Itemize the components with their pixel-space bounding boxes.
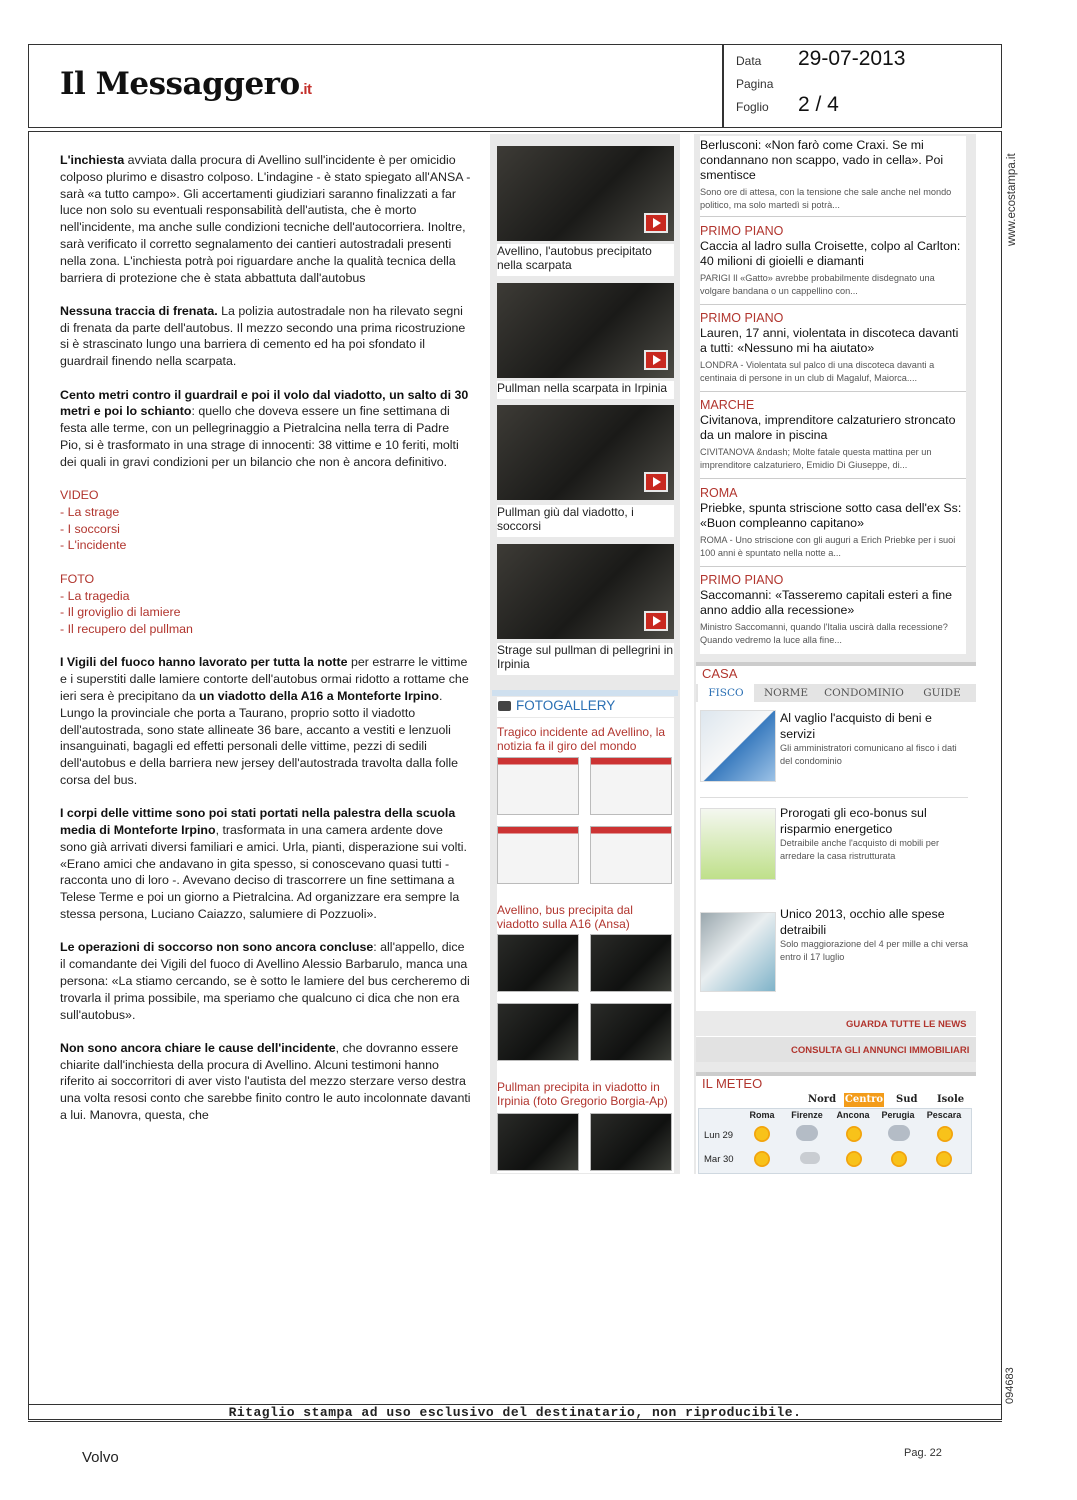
divider (700, 566, 966, 567)
ecostampa-url: www.ecostampa.it (1006, 153, 1018, 246)
page-number: Pag. 22 (904, 1447, 942, 1459)
clip-code: 094683 (1004, 1367, 1016, 1404)
casa-item-title: Prorogati gli eco-bonus sul risparmio energetico (780, 806, 927, 836)
video-caption[interactable]: Pullman giù dal viadotto, i soccorsi (497, 505, 674, 537)
video-caption[interactable]: Avellino, l'autobus precipitato nella scarpata (497, 244, 674, 276)
video-link[interactable]: - I soccorsi (60, 521, 120, 536)
video-thumbnail[interactable] (497, 544, 674, 639)
news-item[interactable] (700, 138, 966, 211)
foto-links (60, 571, 472, 638)
video-thumbnail[interactable] (497, 283, 674, 378)
foglio-value: 2 / 4 (798, 93, 839, 116)
casa-item[interactable] (780, 907, 970, 963)
play-icon (644, 213, 668, 233)
casa-item[interactable] (780, 806, 970, 862)
gallery-caption[interactable]: Pullman precipita in viadotto in Irpinia (foto Gregorio Borgia-Ap) (497, 1080, 668, 1108)
gallery-thumb[interactable] (590, 934, 672, 992)
news-item[interactable] (700, 224, 966, 297)
day-label: Mar 30 (704, 1154, 734, 1165)
video-caption[interactable]: Strage sul pullman di pellegrini in Irpinia (497, 643, 674, 675)
tab-norme[interactable]: NORME (763, 687, 809, 699)
casa-image[interactable] (700, 808, 776, 880)
gallery-thumb[interactable] (497, 826, 579, 884)
client-name: Volvo (82, 1449, 119, 1466)
region-nord[interactable]: Nord (808, 1094, 837, 1105)
casa-item-summary: Detraibile anche l'acquisto di mobili per arredare la casa ristrutturata (780, 838, 940, 861)
news-summary: LONDRA - Violentata sul palco di una discoteca davanti a centinaia di persone in un club di Magaluf, Maiorca.... (700, 360, 935, 383)
news-title: Civitanova, imprenditore calzaturiero stroncato da un malore in piscina (700, 413, 956, 442)
meteo-title: IL METEO (702, 1076, 763, 1091)
news-title: Berlusconi: «Non farò come Craxi. Se mi condannano non scappo, vado in cella». Poi smentisce (700, 138, 944, 182)
foto-link[interactable]: - Il groviglio di lamiere (60, 605, 181, 620)
gallery-title[interactable]: FOTOGALLERY (516, 698, 616, 713)
city-pescara: Pescara (926, 1110, 962, 1120)
news-summary: PARIGI Il «Gatto» avrebbe probabilmente disdegnato una volgare bandana o un cappellino con... (700, 273, 935, 296)
news-section: PRIMO PIANO (700, 224, 784, 238)
news-title: Priebke, spunta striscione sotto casa dell'ex Ss: «Buon compleanno capitano» (700, 501, 962, 530)
casa-top-bar (696, 662, 976, 666)
tab-fisco[interactable]: FISCO (698, 684, 754, 702)
weather-rain-icon (888, 1125, 910, 1141)
gallery-thumb[interactable] (497, 934, 579, 992)
gallery-thumb[interactable] (497, 1003, 579, 1061)
video-link[interactable]: - L'incidente (60, 538, 127, 553)
weather-storm-icon (846, 1126, 862, 1142)
pagina-label: Pagina (736, 77, 774, 91)
paragraph-2: Nessuna traccia di frenata. La polizia autostradale non ha rilevato segni di frenata da parte dell'autobus. Il mezzo secondo una prima ricostruzione si è strascinato lungo una barriera di cemento ed ha poi sfondato il guardrail finendo nella scarpata. (60, 303, 466, 369)
paragraph-6: Le operazioni di soccorso non sono ancora concluse: all'appello, dice il comandante dei Vigili del fuoco di Avellino Alessio Barbarulo, manca una persona: «La stiamo cercando, se è sotto le lamiere del bus cercheremo di trovarla il prima possibile, ma speriamo che qualcuno ci dica che non era sull'autobus». (60, 940, 470, 1022)
casa-item-summary: Solo maggiorazione del 4 per mille a chi versa entro il 17 luglio (780, 939, 968, 962)
news-summary: ROMA - Uno striscione con gli auguri a Erich Priebke per i suoi 100 anni è spuntato nella notte a... (700, 535, 956, 558)
news-title: Lauren, 17 anni, violentata in discoteca davanti a tutti: «Nessuno mi ha aiutato» (700, 326, 959, 355)
weather-rain-icon (796, 1125, 818, 1141)
news-item[interactable] (700, 398, 966, 471)
divider (700, 391, 966, 392)
paragraph-4: I Vigili del fuoco hanno lavorato per tutta la notte per estrarre le vittime e i superstiti dalle lamiere contorte dell'autobus ormai ridotto a rottame che ieri sera è precipitano da un viadotto della A16 a Monteforte Irpino. Lungo la provinciale che porta a Taurano, proprio sotto il viadotto dell'autostrada, sono state allineate 36 bare, accanto a vestiti e lenzuoli insanguinati, bagagli ed effetti personali delle vittime, pezzi di sedili dell'autobus e della barriera new jersey dell'autostrada travolta dalla folle corsa del bus. (60, 655, 469, 787)
casa-item[interactable] (780, 711, 970, 767)
news-section: PRIMO PIANO (700, 573, 784, 587)
video-heading: VIDEO (60, 488, 99, 503)
video-links (60, 487, 472, 554)
paragraph-1: L'inchiesta avviata dalla procura di Avellino sull'incidente è per omicidio colposo plurimo e disastro colposo. L'indagine - è stato spiegato all'ANSA - sarà «a tutto campo». Gli accertamenti giudiziari saranno finalizzati a far luce non solo su eventuali responsabilità dell'autista, che è morto nell'incidente, ma anche sulle condizioni tecniche dell'autocorriera. Inoltre, sarà verificato il corretto segnalamento dei cantieri autostradali presenti nella zona. L'inchiesta potrà poi riguardare anche la qualità tecnica della barriera di protezione che è stata abbattuta dall'autobus (60, 153, 471, 285)
casa-image[interactable] (700, 710, 776, 782)
news-item[interactable] (700, 486, 966, 559)
sun-icon (846, 1151, 862, 1167)
weather-storm-icon (754, 1126, 770, 1142)
casa-title: CASA (702, 666, 738, 681)
foto-link[interactable]: - Il recupero del pullman (60, 622, 193, 637)
video-thumbnail[interactable] (497, 405, 674, 500)
day-label: Lun 29 (704, 1130, 734, 1141)
region-sud[interactable]: Sud (896, 1094, 918, 1105)
news-item[interactable] (700, 573, 966, 646)
tab-condominio[interactable]: CONDOMINIO (824, 687, 904, 699)
casa-item-title: Unico 2013, occhio alle spese detraibili (780, 907, 945, 937)
news-section: ROMA (700, 486, 738, 500)
foto-heading: FOTO (60, 571, 95, 586)
play-icon (644, 611, 668, 631)
divider (700, 797, 968, 798)
paragraph-3: Cento metri contro il guardrail e poi il volo dal viadotto, un salto di 30 metri e poi lo schianto: quello che doveva essere un fine settimana di festa alle terme, con un pellegrinaggio a Pietralcina nella terra di Padre Pio, si è trasformato in una strage di innocenti: 38 vittime e 10 feriti, molti dei quali in gravi condizioni per un bilancio che non è ancora definitivo. (60, 387, 469, 469)
city-roma: Roma (749, 1110, 775, 1120)
weather-storm-icon (937, 1126, 953, 1142)
gallery-caption[interactable]: Tragico incidente ad Avellino, la notizia fa il giro del mondo (497, 725, 666, 753)
news-title: Caccia al ladro sulla Croisette, colpo al Carlton: 40 milioni di gioielli e diamanti (700, 239, 961, 268)
news-summary: CIVITANOVA &ndash; Molte fatale questa mattina per un imprenditore calzaturiero, Emidio Di Giuseppe, di... (700, 447, 932, 470)
gallery-thumb[interactable] (497, 757, 579, 815)
divider (700, 304, 966, 305)
paragraph-5: I corpi delle vittime sono poi stati portati nella palestra della scuola media di Monteforte Irpino, trasformata in una camera ardente dove sono già arrivati diversi familiari e amici. Urla, pianti, disperazione sui volti. «Erano amici che andavano in gita spesso, si conoscevano quasi tutti - racconta uno di loro -. Avevano deciso di trascorrere un fine settimana a Telese Terme e poi un giorno a Pietralcina. Ad organizzare era sempre la stessa persona, Luciano Caiazzo, salumiere di Pozzuoli». (60, 806, 467, 922)
casa-item-summary: Gli amministratori comunicano al fisco i dati del condominio (780, 743, 957, 766)
news-summary: Ministro Saccomanni, quando l'Italia uscirà dalla recessione? Quando vedremo la luce alla fine... (700, 622, 948, 645)
partly-cloudy-icon (936, 1151, 952, 1167)
region-centro[interactable]: Centro (844, 1094, 884, 1105)
divider (700, 216, 966, 217)
casa-image[interactable] (700, 912, 776, 992)
gallery-caption[interactable]: Avellino, bus precipita dal viadotto sulla A16 (Ansa) (497, 903, 633, 931)
video-caption[interactable]: Pullman nella scarpata in Irpinia (497, 381, 674, 399)
article-body (60, 152, 472, 1140)
data-label: Data (736, 54, 762, 68)
news-item[interactable] (700, 311, 966, 384)
news-summary: Sono ore di attesa, con la tensione che sale anche nel mondo politico, ma solo martedì si potrà... (700, 187, 952, 210)
gallery-thumb[interactable] (497, 1113, 579, 1171)
sun-icon (891, 1151, 907, 1167)
annunci-link[interactable]: CONSULTA GLI ANNUNCI IMMOBILIARI (791, 1045, 970, 1056)
paragraph-7: Non sono ancora chiare le cause dell'incidente, che dovranno essere chiarite dall'inchiesta della procura di Avellino. Alcuni testimoni hanno riferito ai soccorritori di aver visto l'autista del mezzo sterzare verso destra una volta resosi conto che sarebbe finito contro le auto incolonnate davanti a lui. Manovra, questa, che (60, 1040, 471, 1123)
gallery-thumb[interactable] (590, 757, 672, 815)
play-icon (644, 472, 668, 492)
data-value: 29-07-2013 (798, 47, 906, 70)
all-news-link[interactable]: GUARDA TUTTE LE NEWS (846, 1019, 967, 1030)
news-section: MARCHE (700, 398, 755, 412)
gallery-top-bar (492, 690, 678, 696)
newspaper-logo: Il Messaggero.it (60, 66, 312, 102)
casa-item-title: Al vaglio l'acquisto di beni e servizi (780, 711, 932, 741)
gallery-thumb[interactable] (590, 1113, 672, 1171)
news-section: PRIMO PIANO (700, 311, 784, 325)
footer-note: Ritaglio stampa ad uso esclusivo del destinatario, non riproducibile. (228, 1405, 802, 1420)
foto-link[interactable]: - La tragedia (60, 588, 130, 603)
tab-guide[interactable]: GUIDE (923, 687, 961, 699)
city-ancona: Ancona (836, 1110, 870, 1120)
city-firenze: Firenze (791, 1110, 823, 1120)
gallery-header (497, 697, 674, 717)
fog-icon (800, 1152, 820, 1164)
play-icon (644, 350, 668, 370)
foglio-label: Foglio (736, 100, 769, 114)
video-thumbnail[interactable] (497, 146, 674, 241)
region-isole[interactable]: Isole (937, 1094, 965, 1105)
gallery-thumb[interactable] (590, 1003, 672, 1061)
divider (700, 478, 966, 479)
sun-icon (754, 1151, 770, 1167)
gallery-thumb[interactable] (590, 826, 672, 884)
city-perugia: Perugia (881, 1110, 915, 1120)
news-title: Saccomanni: «Tasseremo capitali esteri a fine anno addio alla recessione» (700, 588, 953, 617)
camera-icon (498, 701, 511, 711)
video-link[interactable]: - La strage (60, 504, 120, 519)
